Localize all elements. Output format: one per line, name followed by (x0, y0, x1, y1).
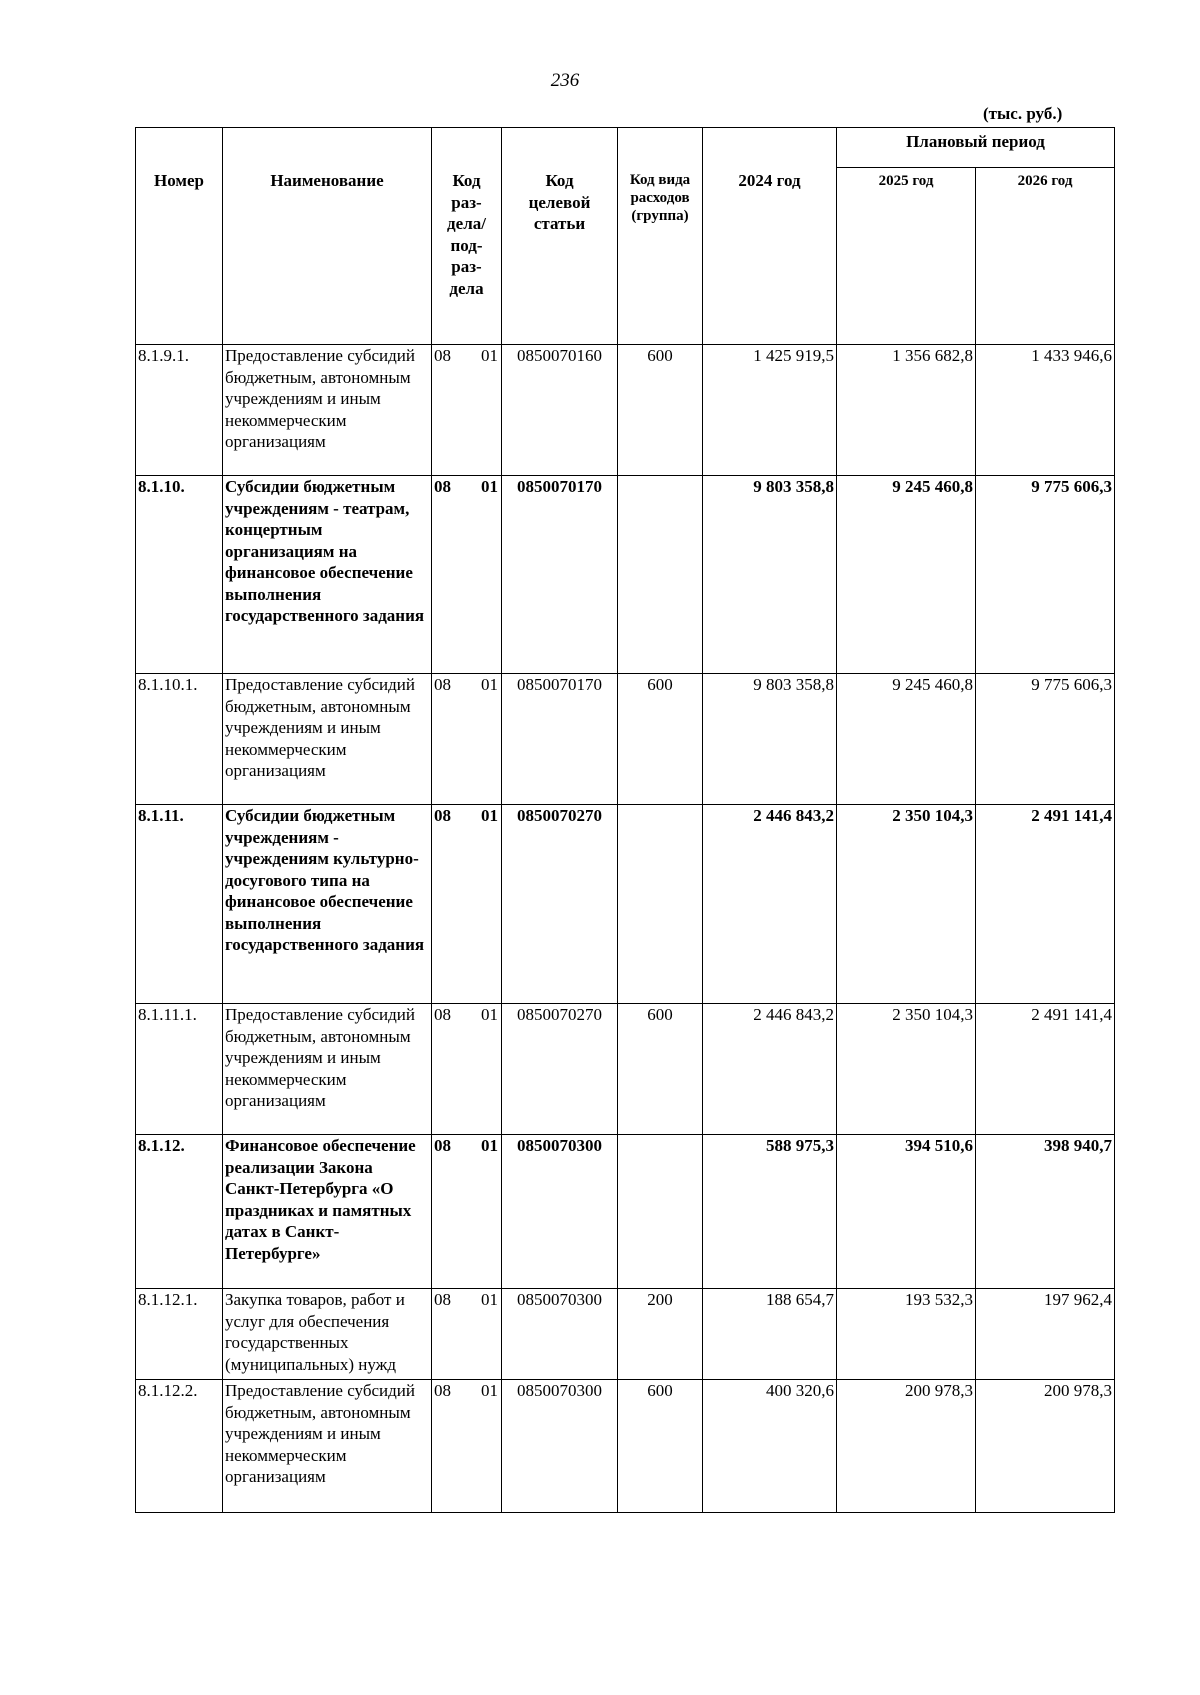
row-subsection: 01 (481, 675, 498, 694)
row-subsection: 01 (481, 806, 498, 825)
row-subsection: 01 (481, 477, 498, 496)
row-section: 08 (434, 477, 451, 496)
row-number: 8.1.11. (136, 805, 223, 1004)
row-section: 08 (434, 1005, 451, 1024)
row-2025: 200 978,3 (837, 1380, 976, 1513)
table-row (136, 1135, 1115, 1289)
row-target-code: 0850070270 (502, 805, 618, 1004)
header-expense-type: Код вида расходов (группа) (618, 128, 703, 345)
row-2025: 9 245 460,8 (837, 674, 976, 805)
row-2024: 9 803 358,8 (703, 674, 837, 805)
row-expense-type (618, 805, 703, 1004)
row-2024: 188 654,7 (703, 1289, 837, 1380)
row-section-code (432, 1380, 502, 1513)
budget-table (135, 127, 1115, 1513)
row-number: 8.1.11.1. (136, 1004, 223, 1135)
header-year-2026: 2026 год (976, 168, 1115, 345)
row-subsection: 01 (481, 346, 498, 365)
row-2026: 9 775 606,3 (976, 476, 1115, 674)
row-subsection: 01 (481, 1381, 498, 1400)
units-label: (тыс. руб.) (983, 104, 1063, 123)
row-number: 8.1.10.1. (136, 674, 223, 805)
row-section: 08 (434, 1290, 451, 1309)
header-name: Наименование (223, 128, 432, 345)
row-section-code (432, 476, 502, 674)
row-name: Субсидии бюджетным учреждениям - учреждениям культурно-досугового типа на финансовое обеспечение выполнения государственного задания (223, 805, 432, 1004)
table-row (136, 345, 1115, 476)
row-subsection: 01 (481, 1290, 498, 1309)
header-target-code: Код целевой статьи (502, 128, 618, 345)
row-2025: 2 350 104,3 (837, 1004, 976, 1135)
row-2026: 398 940,7 (976, 1135, 1115, 1289)
row-2024: 588 975,3 (703, 1135, 837, 1289)
row-expense-type: 600 (618, 345, 703, 476)
table-row (136, 1289, 1115, 1380)
row-2026: 1 433 946,6 (976, 345, 1115, 476)
row-expense-type: 600 (618, 1380, 703, 1513)
row-expense-type: 600 (618, 1004, 703, 1135)
table-row (136, 1380, 1115, 1513)
row-2025: 394 510,6 (837, 1135, 976, 1289)
row-section-code (432, 674, 502, 805)
row-subsection: 01 (481, 1136, 498, 1155)
row-2026: 2 491 141,4 (976, 1004, 1115, 1135)
row-target-code: 0850070300 (502, 1289, 618, 1380)
row-name: Предоставление субсидий бюджетным, автономным учреждениям и иным некоммерческим организациям (223, 1380, 432, 1513)
row-target-code: 0850070160 (502, 345, 618, 476)
row-2024: 400 320,6 (703, 1380, 837, 1513)
page-number: 236 (550, 70, 580, 91)
row-2026: 197 962,4 (976, 1289, 1115, 1380)
row-target-code: 0850070270 (502, 1004, 618, 1135)
header-year-2025: 2025 год (837, 168, 976, 345)
header-planned-period: Плановый период (837, 128, 1115, 168)
row-target-code: 0850070300 (502, 1135, 618, 1289)
row-expense-type: 200 (618, 1289, 703, 1380)
row-number: 8.1.10. (136, 476, 223, 674)
row-expense-type (618, 476, 703, 674)
table-row (136, 1004, 1115, 1135)
table-row (136, 476, 1115, 674)
row-section: 08 (434, 806, 451, 825)
row-target-code: 0850070300 (502, 1380, 618, 1513)
row-subsection: 01 (481, 1005, 498, 1024)
row-section-code (432, 1289, 502, 1380)
row-2024: 2 446 843,2 (703, 805, 837, 1004)
row-2025: 193 532,3 (837, 1289, 976, 1380)
row-section-code (432, 805, 502, 1004)
row-section-code (432, 1135, 502, 1289)
row-number: 8.1.9.1. (136, 345, 223, 476)
row-section-code (432, 1004, 502, 1135)
row-target-code: 0850070170 (502, 674, 618, 805)
row-section: 08 (434, 1136, 451, 1155)
row-section: 08 (434, 346, 451, 365)
row-2026: 200 978,3 (976, 1380, 1115, 1513)
row-section-code (432, 345, 502, 476)
header-number: Номер (136, 128, 223, 345)
row-2025: 9 245 460,8 (837, 476, 976, 674)
row-name: Предоставление субсидий бюджетным, автономным учреждениям и иным некоммерческим организациям (223, 674, 432, 805)
row-number: 8.1.12.2. (136, 1380, 223, 1513)
row-2025: 1 356 682,8 (837, 345, 976, 476)
row-expense-type (618, 1135, 703, 1289)
row-target-code: 0850070170 (502, 476, 618, 674)
row-section: 08 (434, 675, 451, 694)
row-name: Финансовое обеспечение реализации Закона Санкт-Петербурга «О праздниках и памятных датах в Санкт-Петербурге» (223, 1135, 432, 1289)
row-name: Субсидии бюджетным учреждениям - театрам, концертным организациям на финансовое обеспечение выполнения государственного задания (223, 476, 432, 674)
row-2024: 9 803 358,8 (703, 476, 837, 674)
row-section: 08 (434, 1381, 451, 1400)
row-name: Предоставление субсидий бюджетным, автономным учреждениям и иным некоммерческим организациям (223, 1004, 432, 1135)
header-year-2024: 2024 год (703, 128, 837, 345)
row-expense-type: 600 (618, 674, 703, 805)
row-2026: 9 775 606,3 (976, 674, 1115, 805)
row-number: 8.1.12.1. (136, 1289, 223, 1380)
row-2024: 1 425 919,5 (703, 345, 837, 476)
table-row (136, 674, 1115, 805)
table-row (136, 805, 1115, 1004)
row-number: 8.1.12. (136, 1135, 223, 1289)
row-2025: 2 350 104,3 (837, 805, 976, 1004)
row-name: Закупка товаров, работ и услуг для обеспечения государственных (муниципальных) нужд (223, 1289, 432, 1380)
row-2026: 2 491 141,4 (976, 805, 1115, 1004)
table-body (136, 345, 1115, 1513)
row-name: Предоставление субсидий бюджетным, автономным учреждениям и иным некоммерческим организациям (223, 345, 432, 476)
header-section-code: Код раз- дела/ под- раз- дела (432, 128, 502, 345)
row-2024: 2 446 843,2 (703, 1004, 837, 1135)
